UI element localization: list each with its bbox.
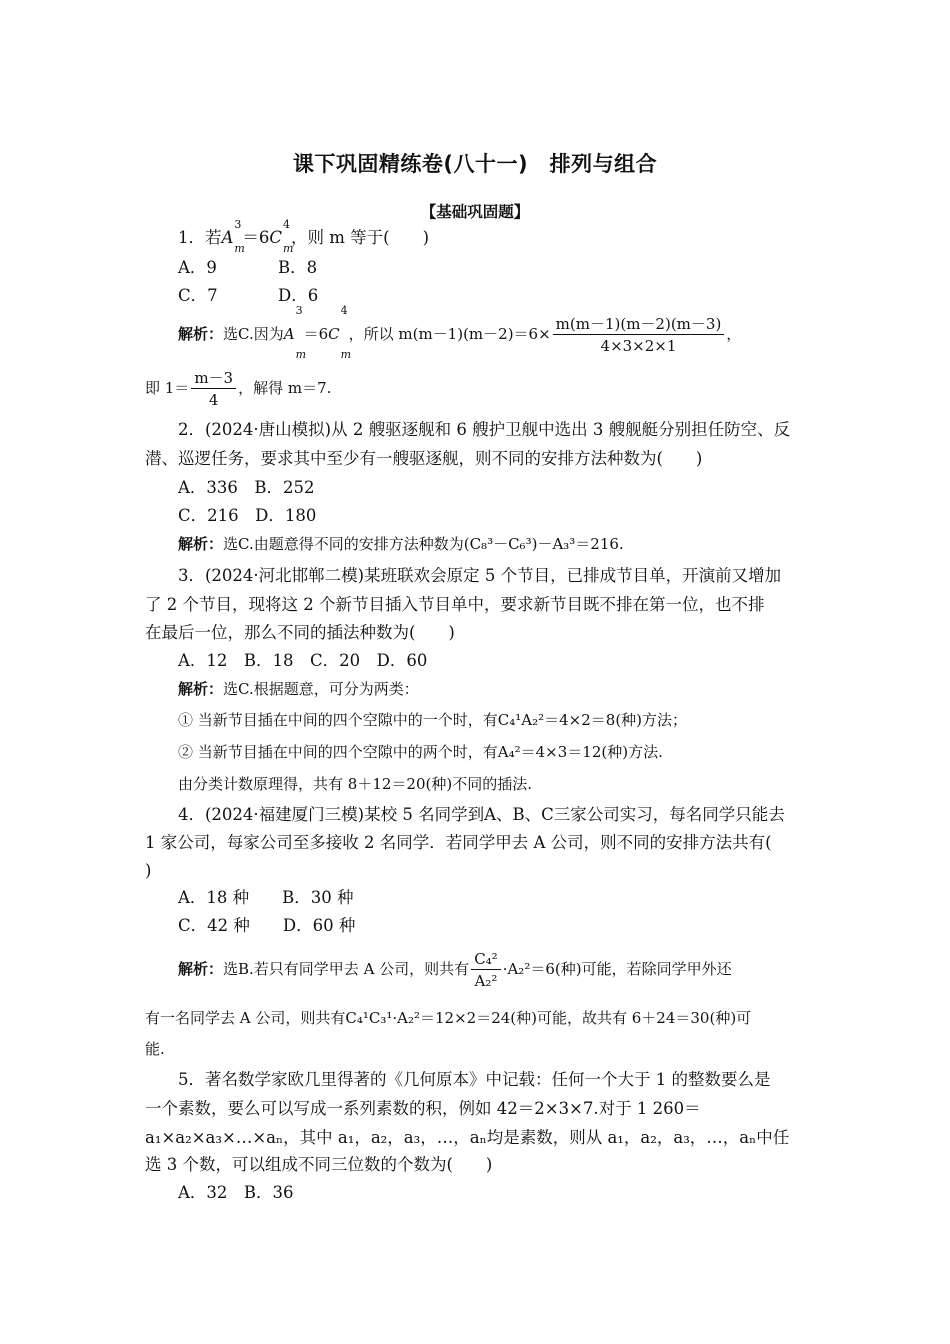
q4-stem-line2: 1 家公司，每家公司至多接收 2 名同学．若同学甲去 A 公司，则不同的安排方法共有( (145, 833, 772, 852)
q2-stem-line2: 潜、巡逻任务，要求其中至少有一艘驱逐舰，则不同的安排方法种数为( ) (145, 449, 703, 468)
q3-solution: 解析：选C.根据题意，可分为两类： (178, 680, 419, 698)
math-C-m4: C 4 m (269, 218, 294, 255)
fraction: $\frac{m(m-1)(m-2)(m-3)}{4\times 3\times 2\times 1}$ (553, 314, 725, 357)
q3-conclusion: 由分类计数原理得，共有 8＋12＝20(种)不同的插法. (178, 775, 532, 793)
q3-case2: ② 当新节目插在中间的四个空隙中的两个时，有A₄²＝4×3＝12(种)方法. (178, 743, 663, 761)
q3-stem-line1: 3．(2024·河北邯郸二模)某班联欢会原定 5 个节目，已排成节目单，开演前又增加 (178, 566, 782, 585)
page-title: 课下巩固精练卷(八十一) 排列与组合 (292, 152, 658, 176)
q4-options-cd: C．42 种 D．60 种 (178, 916, 356, 935)
q5-stem-line3: a₁×a₂×a₃×…×aₙ，其中 a₁，a₂，a₃，…，aₙ均是素数，则从 a₁，a₂，a₃，…，aₙ中任 (145, 1128, 790, 1147)
fraction: $\frac{\text{C₄²}}{\text{A₂²}}$ (471, 949, 501, 992)
q1-options-cd: C．7 D．6 (178, 286, 319, 305)
fraction: $\frac{m-3}{4}$ (191, 368, 236, 411)
math-A-m3: A 3 m (221, 218, 245, 255)
q2-stem-line1: 2．(2024·唐山模拟)从 2 艘驱逐舰和 6 艘护卫舰中选出 3 艘舰艇分别担任防空、反 (178, 420, 791, 439)
q5-stem-line4: 选 3 个数，可以组成不同三位数的个数为( ) (145, 1155, 493, 1174)
q3-case1: ① 当新节目插在中间的四个空隙中的一个时，有C₄¹A₂²＝4×2＝8(种)方法； (178, 711, 688, 729)
q5-options-ab: A．32 B．36 (178, 1183, 294, 1202)
q4-stem-line1: 4．(2024·福建厦门三模)某校 5 名同学到A、B、C三家公司实习，每名同学只能去 (178, 805, 785, 824)
q4-options-ab: A．18 种 B．30 种 (178, 888, 354, 907)
q2-options-ab: A．336 B．252 (178, 478, 315, 497)
q1-solution-line1: 解析：选C.因为A 3 m ＝6C 4 m ，所以 m(m－1)(m－2)＝6× $\frac{m(m-1)(m-2)(m-3)}{4\times 3\times 2\times 1}$ ， (178, 304, 742, 361)
q4-solution-line1: 解析：选B.若只有同学甲去 A 公司，则共有 $\frac{\text{C₄²}}{\text{A₂²}}$ ·A₂²＝6(种)可能，若除同学甲外还 (178, 949, 732, 990)
q3-options: A．12 B．18 C．20 D．60 (178, 651, 428, 670)
q4-solution-line3: 能. (145, 1040, 165, 1058)
q1-options-ab: A．9 B．8 (178, 258, 318, 277)
q2-options-cd: C．216 D．180 (178, 506, 317, 525)
q1-stem: 1．若A 3 m ＝6C 4 m ，则 m 等于( ) (178, 218, 430, 255)
q3-stem-line3: 在最后一位，那么不同的插法种数为( ) (145, 623, 455, 642)
q3-stem-line2: 了 2 个节目，现将这 2 个新节目插入节目单中，要求新节目既不排在第一位，也不排 (145, 595, 765, 614)
q4-solution-line2: 有一名同学去 A 公司，则共有C₄¹C₃¹·A₂²＝12×2＝24(种)可能，故共有 6＋24＝30(种)可 (145, 1009, 752, 1027)
q5-stem-line1: 5．著名数学家欧几里得著的《几何原本》中记载：任何一个大于 1 的整数要么是 (178, 1070, 771, 1089)
q1-solution-line2: 即 1＝ $\frac{m-3}{4}$ ，解得 m＝7. (145, 368, 332, 409)
q5-stem-line2: 一个素数，要么可以写成一系列素数的积，例如 42＝2×3×7.对于 1 260＝ (145, 1099, 701, 1118)
q4-stem-line3: ) (145, 861, 152, 880)
q2-solution: 解析：选C.由题意得不同的安排方法种数为(C₈³－C₆³)－A₃³＝216. (178, 535, 624, 553)
section-heading: 【基础巩固题】 (420, 203, 530, 221)
